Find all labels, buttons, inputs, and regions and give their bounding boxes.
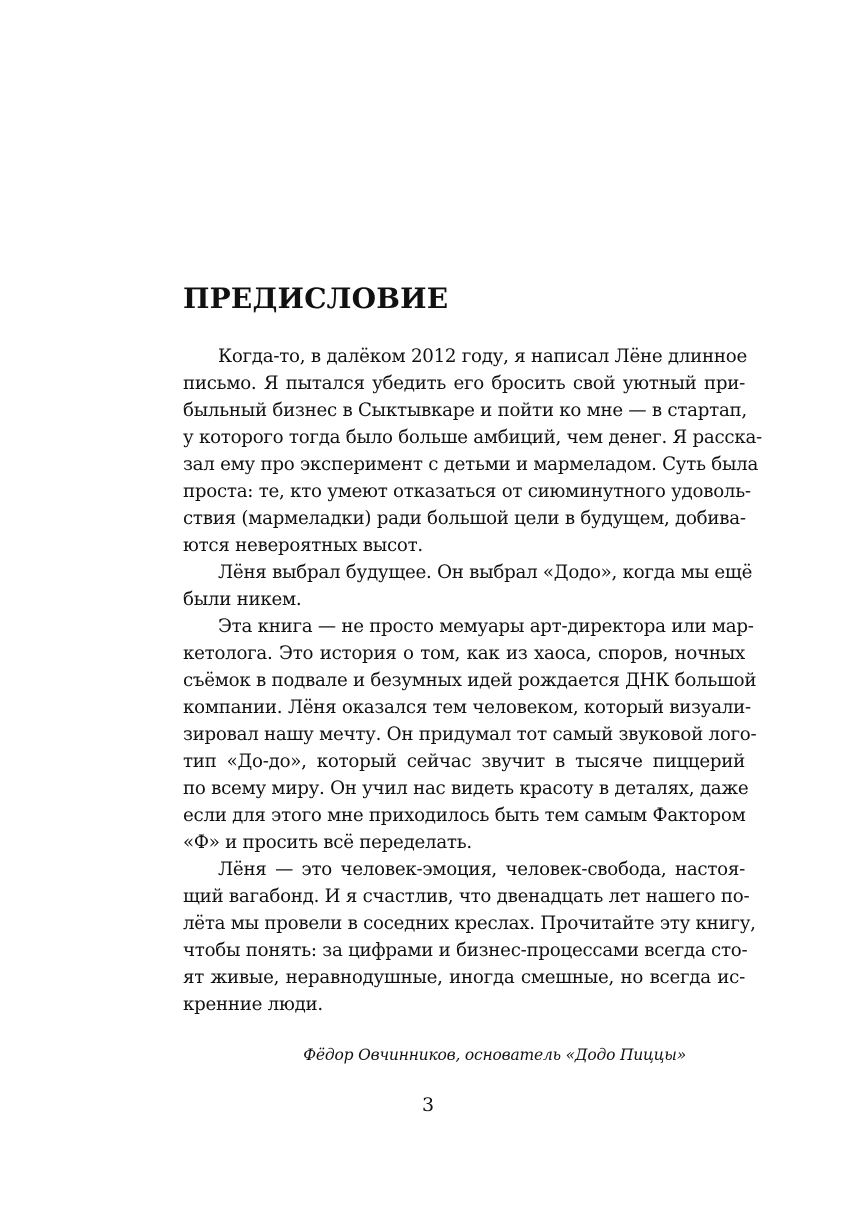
text-line: кетолога. Это история о том, как из хаоса, споров, ночных: [183, 643, 745, 664]
text-line: компании. Лёня оказался тем человеком, который визуали-: [183, 697, 751, 718]
text-line: кренние люди.: [183, 994, 323, 1015]
text-line: тип «До-до», который сейчас звучит в тысяче пиццерий: [183, 751, 745, 772]
text-line: проста: те, кто умеют отказаться от сиюминутного удоволь-: [183, 481, 751, 502]
text-line: Лёня выбрал будущее. Он выбрал «Додо», когда мы ещё: [218, 562, 753, 583]
text-line: были никем.: [183, 589, 302, 610]
page-number: 3: [421, 1094, 435, 1116]
paragraph-1: [148, 343, 762, 559]
paragraph-2: [148, 559, 753, 613]
text-line: быльный бизнес в Сыктывкаре и пойти ко мне — в стартап,: [183, 400, 747, 421]
text-line: съёмок в подвале и безумных идей рождается ДНК большой: [183, 670, 757, 691]
text-line: по всему миру. Он учил нас видеть красоту в деталях, даже: [183, 778, 749, 799]
text-line: Лёня — это человек-эмоция, человек-свобода, настоя-: [218, 859, 745, 880]
text-line: ствия (мармеладки) ради большой цели в будущем, добива-: [183, 508, 746, 529]
text-line: лёта мы провели в соседних креслах. Прочитайте эту книгу,: [183, 913, 756, 934]
text-line: Эта книга — не просто мемуары арт-директора или мар-: [218, 616, 754, 637]
text-line: если для этого мне приходилось быть тем самым Фактором: [183, 805, 746, 826]
paragraph-3: [148, 613, 757, 856]
text-line: зал ему про эксперимент с детьми и мармеладом. Суть была: [183, 454, 759, 475]
text-line: письмо. Я пытался убедить его бросить свой уютный при-: [183, 373, 745, 394]
foreword-body: [148, 343, 762, 1018]
text-line: у которого тогда было больше амбиций, чем денег. Я расска-: [183, 427, 762, 448]
author-signature: Фёдор Овчинников, основатель «Додо Пиццы»: [303, 1046, 686, 1064]
text-line: «Ф» и просить всё переделать.: [183, 832, 472, 853]
text-line: ят живые, неравнодушные, иногда смешные, но всегда ис-: [183, 967, 745, 988]
paragraph-4: [148, 856, 756, 1018]
text-line: зировал нашу мечту. Он придумал тот самый звуковой лого-: [183, 724, 757, 745]
text-line: ются невероятных высот.: [183, 535, 423, 556]
text-line: щий вагабонд. И я счастлив, что двенадцать лет нашего по-: [183, 886, 750, 907]
chapter-heading: ПРЕДИСЛОВИЕ: [183, 282, 449, 315]
text-line: Когда-то, в далёком 2012 году, я написал Лёне длинное: [218, 346, 747, 367]
text-line: чтобы понять: за цифрами и бизнес-процессами всегда сто-: [183, 940, 748, 961]
